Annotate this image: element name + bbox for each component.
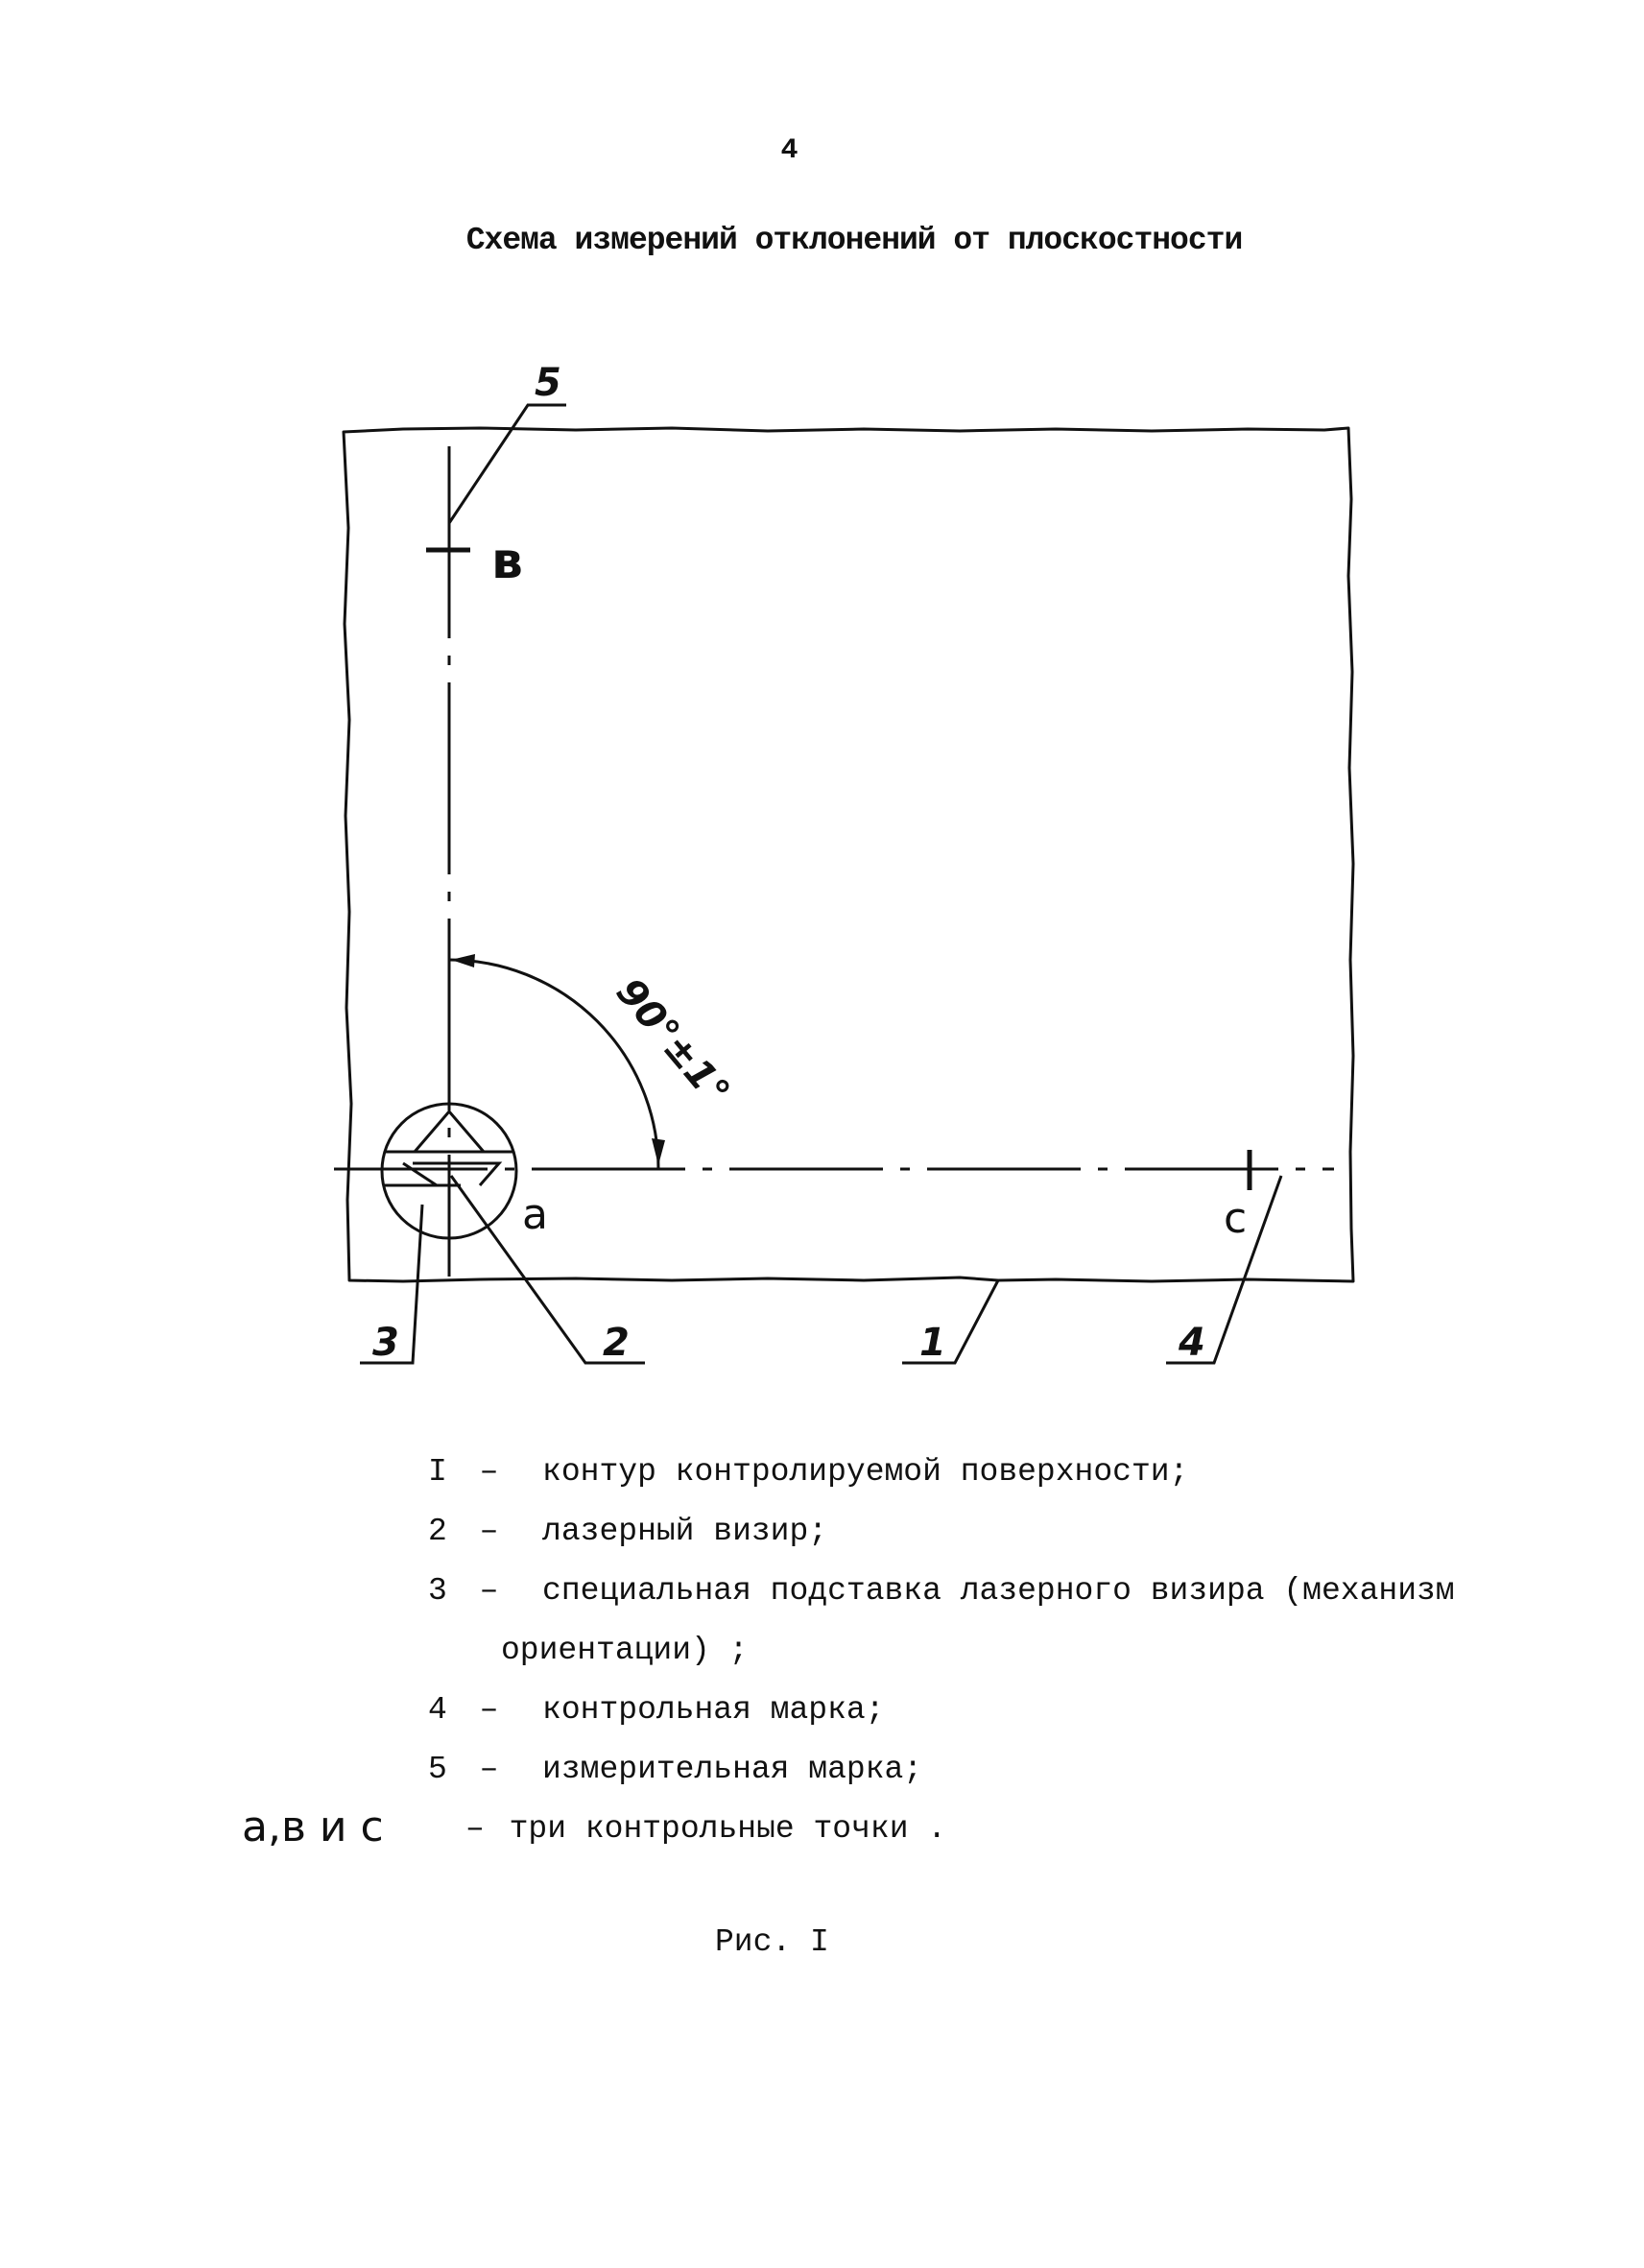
legend-key: 3 [428,1573,447,1609]
arrow-head-top [451,954,475,967]
angle-label: 90°±1° [607,969,738,1114]
legend-text: ориентации) ; [501,1633,749,1668]
legend: I – контур контролируемой поверхности; 2 – лазерный визир; 3 – специальная подставка лазерного визира (механизм ориентации) ; 4 – контрольная марка; 5 – измерительная марка; – три контрольные точки . [428,1454,1455,1847]
figure-title: Схема измерений отклонений от плоскостности [465,223,1243,258]
leader-5 [449,405,566,523]
point-c: c [1224,1194,1248,1243]
leader-1 [902,1280,998,1363]
legend-text: лазерный визир; [542,1514,828,1549]
legend-key: I [428,1454,447,1490]
legend-key: 5 [428,1752,447,1787]
point-a: a [522,1190,548,1239]
legend-key: 2 [428,1514,447,1549]
legend-key: 4 [428,1692,447,1728]
legend-text: контрольная марка; [542,1692,885,1728]
figure-caption: Рис. I [715,1924,829,1960]
arrow-head-right [652,1138,665,1165]
callout-3: 3 [372,1321,399,1365]
legend-text: контур контролируемой поверхности; [542,1454,1189,1490]
point-b: в [491,533,523,590]
legend-text: измерительная марка; [542,1752,923,1787]
callout-4: 4 [1179,1321,1205,1365]
callout-5: 5 [535,361,561,405]
points-legend-key: a,в и c [242,1802,384,1851]
callout-2: 2 [603,1321,630,1365]
callout-1: 1 [919,1321,946,1365]
points-legend-text: три контрольные точки . [509,1811,947,1847]
legend-text: специальная подставка лазерного визира (механизм [542,1573,1455,1609]
page-number: 4 [780,134,798,167]
